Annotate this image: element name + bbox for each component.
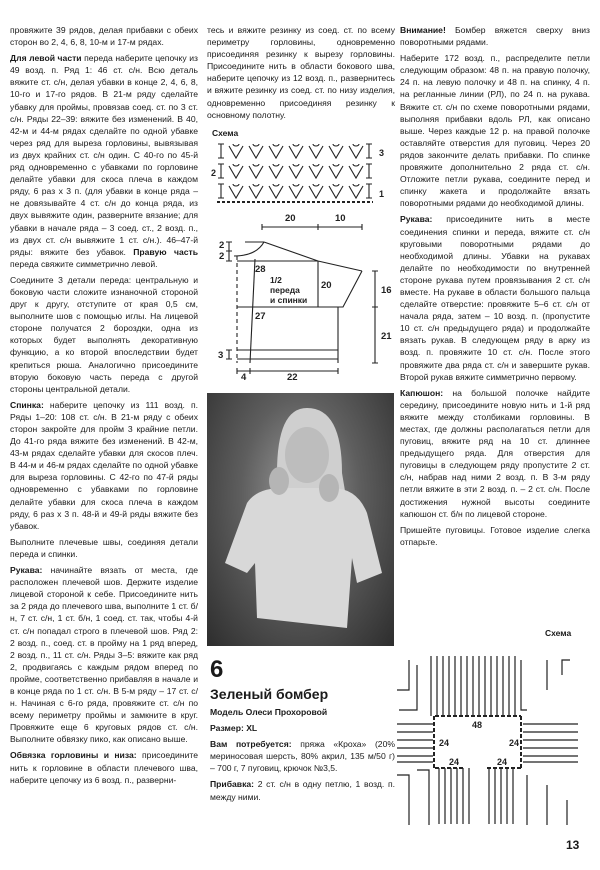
diagram-label-line2: переда (270, 285, 300, 295)
stitch-chart-diagram (211, 140, 395, 205)
model-size: Размер: XL (210, 723, 258, 734)
paragraph: Наберите 172 возд. п., распределите петли следующим образом: 48 п. на правую полочку, 24 п. на левую полочку и 48 п. на спинку, 4 п. на регланные линии (РЛ), по 24 п. на рукава. Вяжите ст. с/н по схеме поворотными рядами, выполняя прибавки вдоль РЛ, как описано выше. Через каждые 12 р. на правой полочке оставляйте отверстия для пуговиц. Через 20 рядов закончите делать прибавки. По спинке провяжите дополнительно 2 ряда ст. с/н. Отложите петли рукава, соедините перед и спинку жакета и продолжайте вязать поворотными рядами до необходимой длины. (400, 53, 590, 209)
page-number: 13 (566, 838, 580, 852)
paragraph: Выполните плечевые швы, соединяя детали переда и спинки. (10, 536, 198, 559)
paragraph: Внимание! Бомбер вяжется сверху вниз поворотными рядами. (400, 25, 590, 48)
model-increase: Прибавка: 2 ст. с/н в одну петлю, 1 возд. п. между ними. (210, 779, 395, 802)
dim-armhole: 20 (321, 280, 332, 291)
dim-chest: 28 (255, 264, 266, 275)
sweater-model-illustration (207, 393, 394, 646)
dim-top-a: 20 (285, 213, 296, 224)
paragraph: тесь и вяжите резинку из соед. ст. по всему периметру горловины, одновременно присоединяя резинку к вырезу горловины. Присоедините нить в области бокового шва, наберите цепочку из 12 возд. п., развернитесь и вяжите резинку из соед. ст. по низу изделия, одновременно присоединяя резинку к основному полотну. (207, 25, 395, 120)
text-column-2 (207, 24, 395, 125)
dim-neck-2: 2 (219, 251, 225, 262)
model-number: 6 (210, 656, 224, 683)
model-photo (207, 393, 394, 646)
dim-bottom: 22 (287, 372, 298, 383)
chart-count-right: 24 (509, 738, 520, 748)
stitch-row-3 (218, 144, 372, 158)
model-title: Зеленый бомбер (210, 686, 329, 702)
text-column-3 (400, 24, 590, 552)
dim-waist: 27 (255, 311, 266, 322)
stitch-row-1 (218, 184, 372, 198)
paragraph: Соедините 3 детали переда: центральную и боковую части сложите изнаночной стороной друг к другу, отступите от края 0,5 см, выполните шов с помощью иглы. На лицевой стороне получатся 2 бороздки, одна из которых будет выполнять декоративную функцию, а ко второй впоследствии будет крепиться рюша. Аналогично присоедините вторую боковую часть переда с другой стороны центральной детали. (10, 274, 198, 394)
row-label-3: 3 (379, 148, 385, 158)
raglan-stitch-chart (397, 650, 582, 830)
chart-count-48: 48 (472, 720, 483, 730)
top-stitch-block (431, 656, 515, 716)
dim-hem: 3 (218, 350, 224, 361)
dim-top-b: 10 (335, 213, 346, 224)
dim-sleeve: 16 (381, 285, 392, 296)
paragraph: Рукава: присоедините нить в месте соединения спинки и переда, вяжите ст. с/н круговыми поворотными рядами до необходимой длины. Убавки на рукавах делайте по необходимости по внутренней стороне рукава путем провязывания 2 ст. с/н вместе. На рукаве в области большого пальца сделайте отверстие: провяжите 5–6 ст. с/н от начала ряда, затем – 10 возд. п. (пропустите 10 ст. с/н предыдущего ряда) и продолжайте вязать рукав. В следующем ряду в арку из возд. п. провяжите 10 ст. с/н. После этого провяжите два ряда ст. с/н и завершите рукав. Второй рукав вяжите симметрично первому. (400, 214, 590, 382)
dim-body: 21 (381, 331, 392, 342)
diagram-label-fraction: 1/2 (270, 275, 282, 285)
model-info (210, 706, 395, 807)
row-label-1: 1 (379, 189, 385, 199)
chart-count-left: 24 (439, 738, 450, 748)
paragraph: Для левой части переда наберите цепочку из 49 возд. п. Ряд 1: 46 ст. с/н. Всю деталь вяжите ст. с/н, делая убавки в конце 2, 4, 6, 8, 10-го и 17-го рядов. В 21-м ряду сделайте убавку для проймы, провязав соед. ст. по 3 ст. с/н. Ряды 22–39: вяжите без изменений. В 40, 42-м и 44-м рядах сделайте по одной убавке через ряд для выреза горловины, вывязывая из двух крайних ст. с/н один. С 40-го по 45-й ряд одновременно с убавками по горловине делайте убавки для скоса плеча в каждом ряду, 6 раз х 3 п. (для убавки в конце ряда – не довязывайте 4 ст. с/н до конца ряда, из двух вывяжите один, разверните вязание; для убавки в начале ряда – 3 соед. ст., 2 возд. п., из двух ст. с/н вывяжите 1 ст. с/н.). 46–47-й ряды: вяжите без убавок. Правую часть переда свяжите симметрично левой. (10, 53, 198, 269)
chart-count-bottom-left: 24 (449, 757, 460, 767)
schema-label: Схема (545, 628, 572, 638)
chart-count-bottom-right: 24 (497, 757, 508, 767)
paragraph: Капюшон: на большой полочке найдите середину, присоедините новую нить и 1-й ряд вяжите между столбиками горловины. В местах, где должны располагаться петли для пуговиц, вяжите ряд на 10 ст. длиннее предыдущего ряда. Для отверстия для пуговицы в следующем ряду пропустите 2 ст. с/н, набрав над ними 2 возд. п. В 3-м ряду петли вяжите в эти 2 возд. п. – 2 ст. с/н. После достижения нужной высоты соедините капюшон ст. б/н по лицевой стороне. (400, 387, 590, 519)
pattern-schematic-diagram (215, 205, 400, 383)
model-materials: Вам потребуется: пряжа «Кроха» (20% мериносовая шерсть, 80% акрил, 135 м/50 г) – 700 г, 7 пуговиц, крючок №3,5. (210, 739, 396, 774)
model-author: Модель Олеси Прохоровой (210, 707, 328, 717)
row-label-2: 2 (211, 168, 217, 178)
stitch-row-2 (218, 164, 372, 178)
paragraph: Рукава: начинайте вязать от места, где расположен плечевой шов. Держите изделие лицевой стороной к себе. Присоедините нить за 2 ряда до плечевого шва, выполните 1 ст. б/н, 7 ст. с/н, 1 ст. б/н, 1 соед. ст. так, чтобы 4-й ст. с/н попадал строго в плечевой шов. Ряд 2: 2 возд. п., соед. ст. в пройму на 1 ряд вперед, 2 возд. п., 11 ст. с/н. Ряды 3–5: вяжите как ряд 2, продвигаясь с каждым рядом вперед по пройме, соответственно прибавляя в начале и в конце ряда по 1 ст. с/н. В 5-м ряду – 17 ст. с/н. Начиная с 6-го ряда, провяжите ст. с/н по всему периметру проймы и замкните в круг. Провяжите еще 6 круговых рядов ст. с/н. Выполните обвязку пико, как описано выше. (10, 565, 198, 745)
paragraph: Пришейте пуговицы. Готовое изделие слегка отпарьте. (400, 524, 590, 547)
schema-label: Схема (212, 128, 239, 138)
dim-neck-1: 2 (219, 240, 225, 251)
paragraph: провяжите 39 рядов, делая прибавки с обеих сторон во 2, 4, 6, 8, 10-м и 17-м рядах. (10, 25, 198, 48)
diagram-label-line3: и спинки (270, 295, 308, 305)
paragraph: Спинка: наберите цепочку из 111 возд. п. Ряды 1–20: 108 ст. с/н. В 21-м ряду с обеих сторон закройте для пройм 3 крайние петли. До 41-го ряда вяжите без изменений. В 42-м, 43-м рядах сделайте убавки для скосов плеч. В 44-м и 46-м рядах сделайте по одной убавке для выреза горловины. С 42-го по 47-й ряды одновременно с убавками по горловине делайте убавки для скоса плеча в каждом ряду, 6 раз х 3 п. 48-й и 49-й ряды вяжите без убавок. (10, 399, 198, 531)
dim-offset: 4 (241, 372, 247, 383)
paragraph: Обвязка горловины и низа: присоедините нить к горловине в области плечевого шва, наберите цепочку из 6 возд. п., разверни- (10, 750, 198, 785)
text-column-1 (10, 24, 198, 790)
